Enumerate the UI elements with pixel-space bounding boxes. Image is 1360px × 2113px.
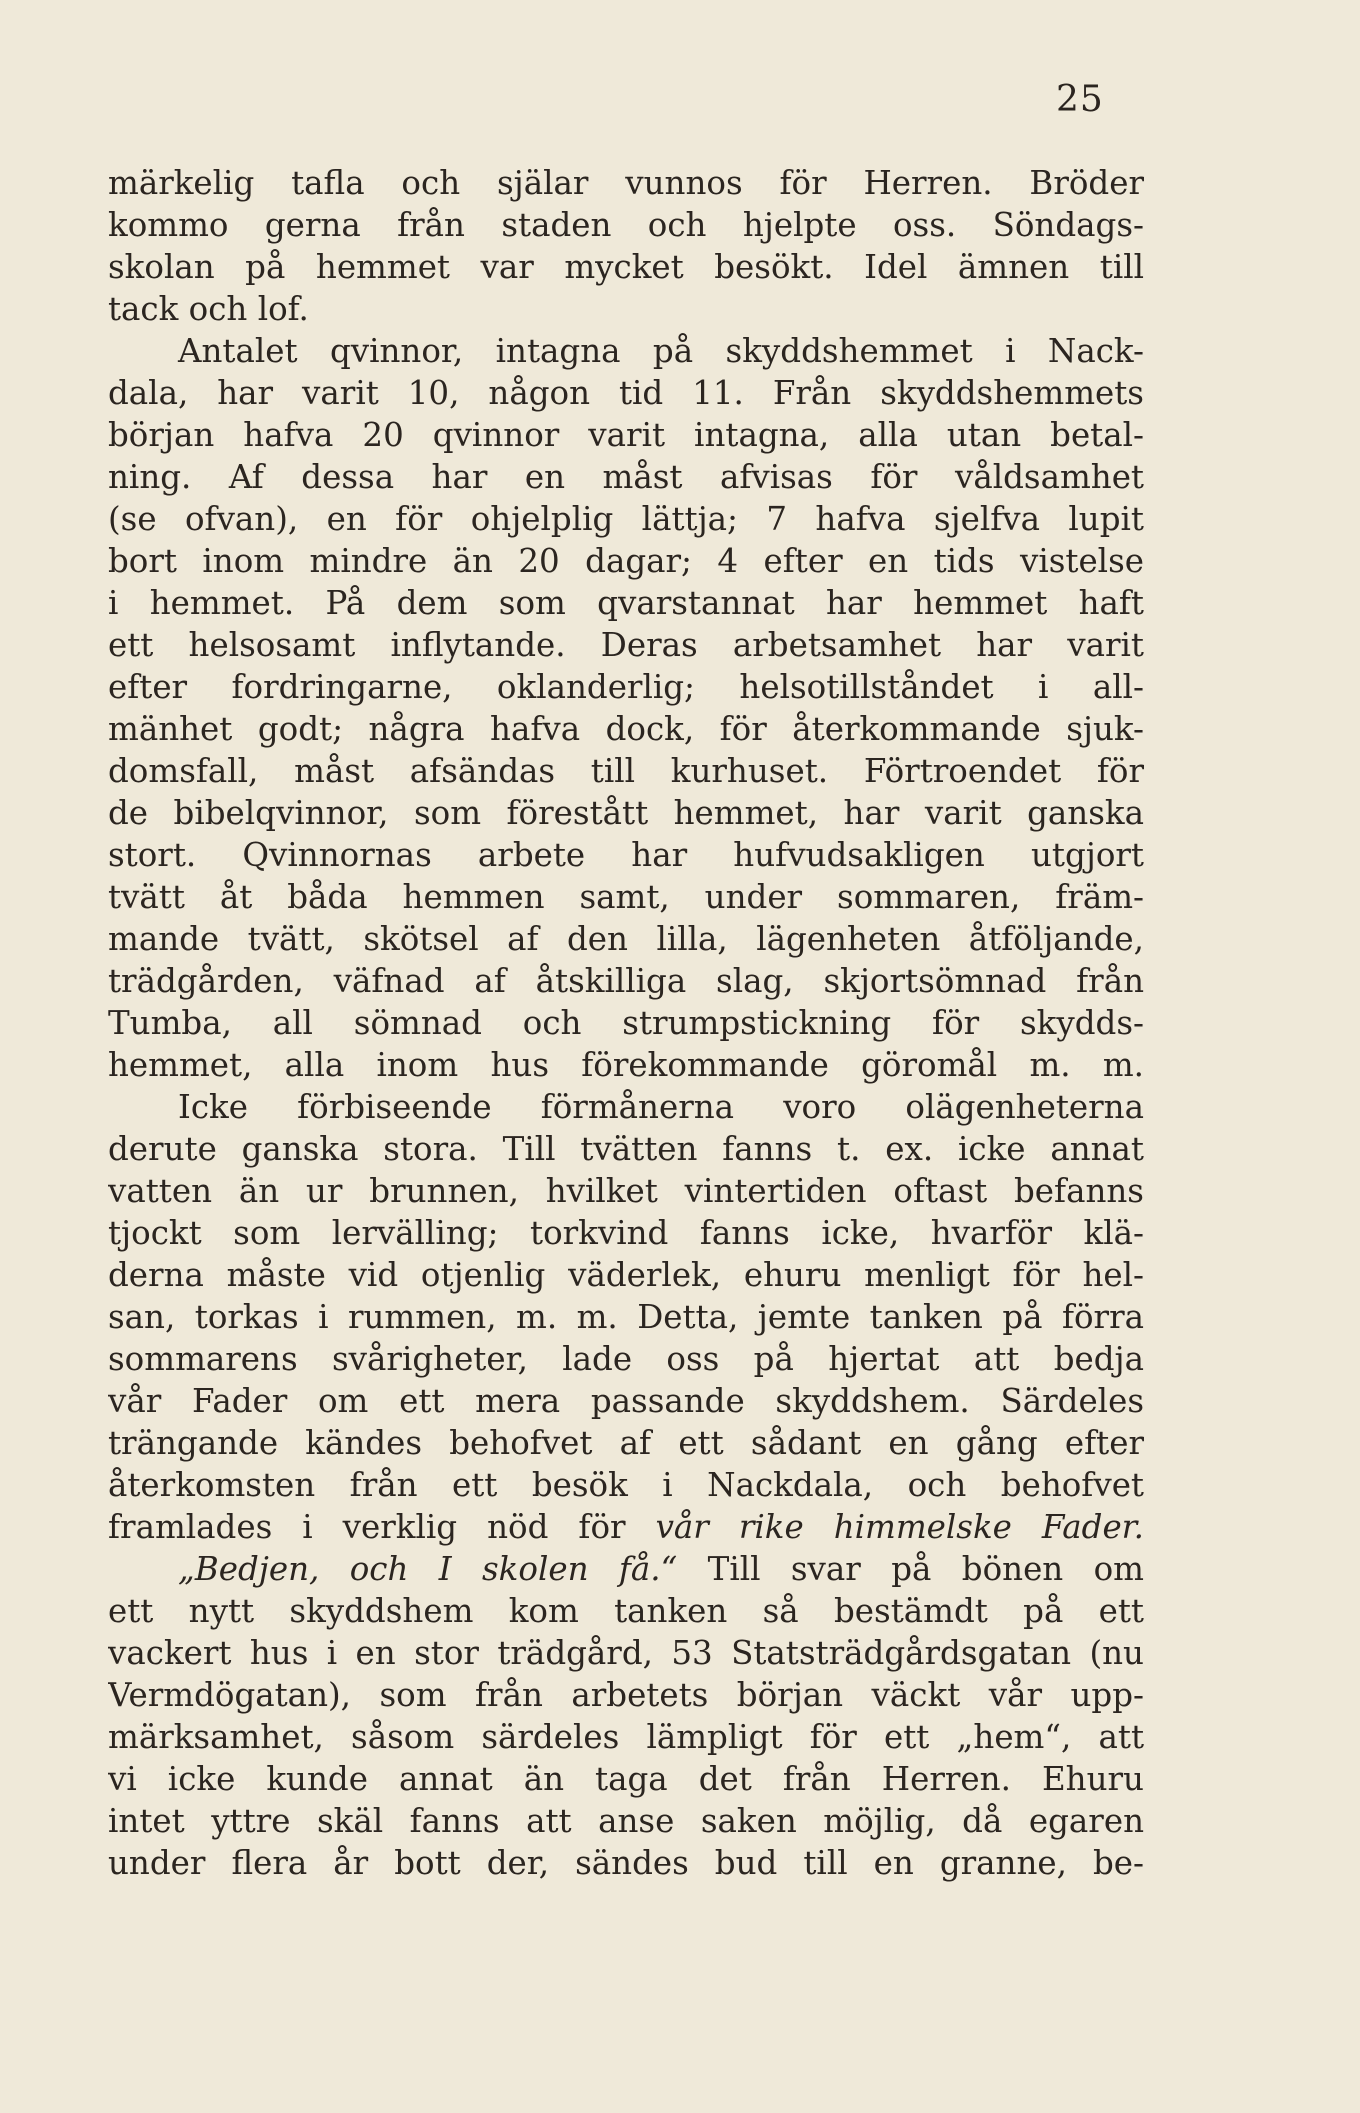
text-line: återkomsten från ett besök i Nackdala, och behofvet — [108, 1466, 1144, 1504]
text-line: ning. Af dessa har en måst afvisas för våldsamhet — [108, 458, 1144, 496]
text-line: Icke förbiseende förmånerna voro olägenheterna — [178, 1088, 1144, 1126]
text-line: tjockt som lervälling; torkvind fanns icke, hvarför klä- — [108, 1214, 1144, 1252]
text-line: under flera år bott der, sändes bud till en granne, be- — [108, 1844, 1144, 1882]
text-line: vi icke kunde annat än taga det från Herren. Ehuru — [108, 1760, 1144, 1798]
text-line: märksamhet, såsom särdeles lämpligt för ett „hem“, att — [108, 1718, 1144, 1756]
text-line: trädgården, väfnad af åtskilliga slag, skjortsömnad från — [108, 962, 1144, 1000]
text-line: ett helsosamt inflytande. Deras arbetsamhet har varit — [108, 626, 1144, 664]
text-line: san, torkas i rummen, m. m. Detta, jemte tanken på förra — [108, 1298, 1144, 1336]
body-text — [108, 162, 1144, 1884]
text-line: trängande kändes behofvet af ett sådant en gång efter — [108, 1424, 1144, 1462]
italic-run: vår rike himmelske Fader. — [655, 1508, 1144, 1546]
text-line: mänhet godt; några hafva dock, för återkommande sjuk- — [108, 710, 1144, 748]
text-line: derna måste vid otjenlig väderlek, ehuru menligt för hel- — [108, 1256, 1144, 1294]
text-line: mande tvätt, skötsel af den lilla, lägenheten åtföljande, — [108, 920, 1144, 958]
text-line: Vermdögatan), som från arbetets början väckt vår upp- — [108, 1676, 1144, 1714]
text-line: intet yttre skäl fanns att anse saken möjlig, då egaren — [108, 1802, 1144, 1840]
text-line: dala, har varit 10, någon tid 11. Från skyddshemmets — [108, 374, 1144, 412]
text-line: skolan på hemmet var mycket besökt. Idel ämnen till — [108, 248, 1144, 286]
text-line: (se ofvan), en för ohjelplig lättja; 7 hafva sjelfva lupit — [108, 500, 1144, 538]
text-line: stort. Qvinnornas arbete har hufvudsakligen utgjort — [108, 836, 1144, 874]
page-number: 25 — [1056, 79, 1104, 120]
text-line: tvätt åt båda hemmen samt, under sommaren, främ- — [108, 878, 1144, 916]
text-line: kommo gerna från staden och hjelpte oss. Söndags- — [108, 206, 1144, 244]
text-line: i hemmet. På dem som qvarstannat har hemmet haft — [108, 584, 1144, 622]
text-line: ett nytt skyddshem kom tanken så bestämdt på ett — [108, 1592, 1144, 1630]
italic-quote: „Bedjen, och I skolen få.“ — [178, 1550, 678, 1588]
text-line: hemmet, alla inom hus förekommande göromål m. m. — [108, 1046, 1144, 1084]
text-line: de bibelqvinnor, som förestått hemmet, har varit ganska — [108, 794, 1144, 832]
text-line: bort inom mindre än 20 dagar; 4 efter en tids vistelse — [108, 542, 1144, 580]
text-line: domsfall, måst afsändas till kurhuset. Förtroendet för — [108, 752, 1144, 790]
text-line-mixed — [108, 1548, 1144, 1590]
text-line: vackert hus i en stor trädgård, 53 Statsträdgårdsgatan (nu — [108, 1634, 1144, 1672]
text-line-mixed — [108, 1506, 1144, 1548]
text-line: efter fordringarne, oklanderlig; helsotillståndet i all- — [108, 668, 1144, 706]
text-run: Till svar på bönen om — [707, 1550, 1144, 1588]
text-line: sommarens svårigheter, lade oss på hjertat att bedja — [108, 1340, 1144, 1378]
text-line: derute ganska stora. Till tvätten fanns t. ex. icke annat — [108, 1130, 1144, 1168]
text-line: vatten än ur brunnen, hvilket vintertiden oftast befanns — [108, 1172, 1144, 1210]
text-run: framlades i verklig nöd för — [108, 1508, 626, 1546]
text-line: början hafva 20 qvinnor varit intagna, alla utan betal- — [108, 416, 1144, 454]
text-line: Tumba, all sömnad och strumpstickning för skydds- — [108, 1004, 1144, 1042]
text-line: tack och lof. — [108, 290, 309, 328]
text-line: vår Fader om ett mera passande skyddshem. Särdeles — [108, 1382, 1144, 1420]
text-line: märkelig tafla och själar vunnos för Herren. Bröder — [108, 164, 1144, 202]
text-line: Antalet qvinnor, intagna på skyddshemmet i Nack- — [178, 332, 1144, 370]
